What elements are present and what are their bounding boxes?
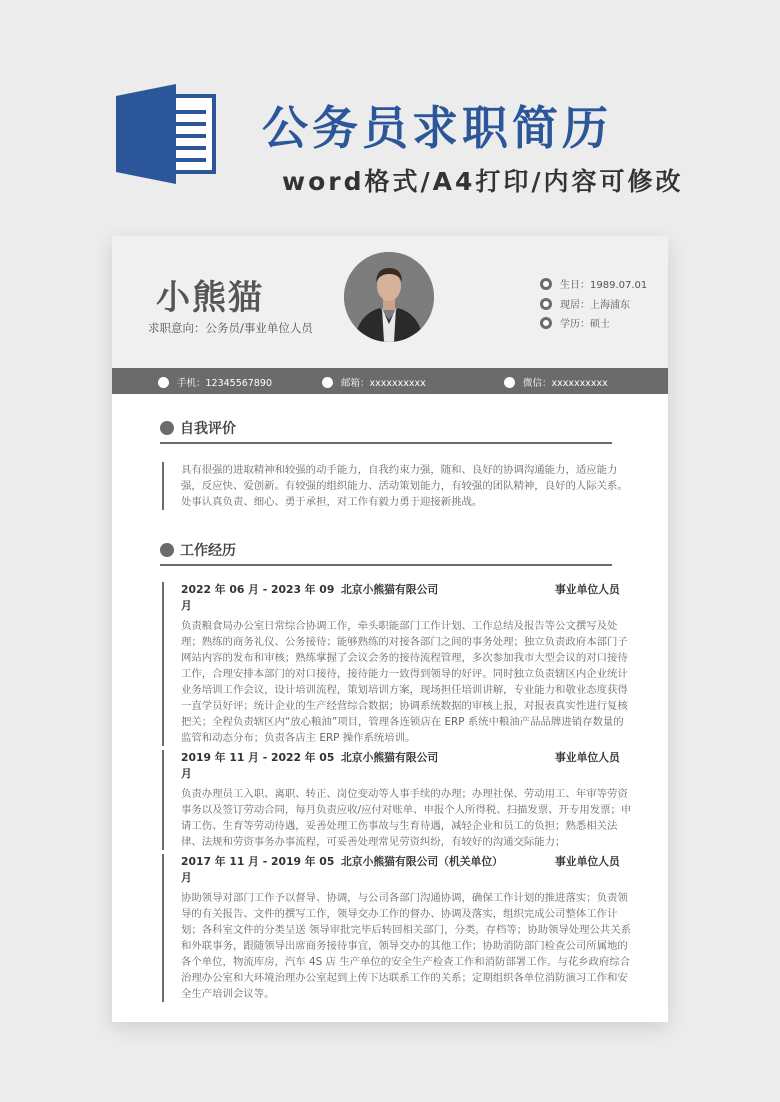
job-date: 2019 年 11 月 - 2022 年 05 月 — [181, 751, 335, 780]
job-description: 负责粮食局办公室日常综合协调工作，牵头职能部门工作计划、工作总结及报告等公文撰写及处理；熟练的商务礼仪、公务接待；能够熟练的对接各部门之间的事务处理；独立负责政府本部门子网站内容的发布和审核；熟练掌握了会议会务的接待流程管理，多次参加我市大型会议的对口接待工作，合理安排本部门的对口接待，接待能力一致得到领导的好评。同时独立负责辖区内企业统计业务培训工作会议，设计培训流程，策划培训方案，现场担任培训讲解，专业能力和敬业态度获得一直学员好评；统计企业的生产经营综合数据；协调系统数据的审核上报，对报表真实性进行复核把关；全程负责辖区内“放心粮油”项目，管理各连锁店在 ERP 系统中粮油产品品牌进销存数量的监管和动态分布；负责各店主 ERP 操作系统培训。 — [181, 620, 628, 744]
job-intent: 求职意向：公务员/事业单位人员 — [148, 321, 313, 335]
briefcase-icon — [160, 543, 174, 557]
job-entry — [162, 750, 632, 850]
self-eval-text: 具有很强的进取精神和较强的动手能力，自我约束力强，随和、良好的协调沟通能力，适应能力强，反应快、爱创新。有较强的组织能力、活动策划能力，有较强的团队精神，良好的人际关系。处事认真负责、细心、勇于承担，对工作有毅力勇于迎接新挑战。 — [181, 464, 628, 508]
job-date: 2017 年 11 月 - 2019 年 05 月 — [181, 855, 335, 884]
job-date: 2022 年 06 月 - 2023 年 09 月 — [181, 583, 335, 612]
work-title: 工作经历 — [180, 543, 236, 559]
education-info — [540, 315, 610, 330]
self-eval-block — [162, 462, 632, 510]
email-icon — [322, 377, 333, 388]
residence-info — [540, 296, 630, 311]
phone-contact — [158, 375, 272, 389]
job-company: 北京小熊猫有限公司（机关单位） — [341, 855, 503, 868]
residence-text: 现居：上海浦东 — [560, 300, 630, 311]
graduation-cap-icon — [540, 317, 552, 329]
job-header — [181, 582, 632, 614]
job-role: 事业单位人员 — [555, 583, 620, 596]
work-heading — [160, 540, 236, 560]
location-icon — [540, 298, 552, 310]
phone-icon — [158, 377, 169, 388]
birth-info — [540, 276, 647, 291]
job-role: 事业单位人员 — [555, 855, 620, 868]
job-header — [181, 854, 632, 886]
job-company: 北京小熊猫有限公司 — [341, 751, 439, 764]
word-logo-icon — [114, 82, 218, 186]
candidate-name: 小熊猫 — [156, 278, 264, 318]
job-description: 协助领导对部门工作予以督导、协调，与公司各部门沟通协调，确保工作计划的推进落实；负责领导的有关报告、文件的撰写工作，领导交办工作的督办、协调及落实，组织完成公司整体工作计划；各科室文件的分类呈送 领导审批完毕后转回相关部门，分类，存档等；协助领导处理公共关系和外联事务，跟随领导出席商务接待事宜，领导交办的其他工作；协助消防部门检查公司所属地的各个单位，物流库房，汽车 4S 店 生产单位的安全生产检查工作和消防部署工作。与花乡政府综合治理办公室和大环境治理办公室起到上传下达联系工作的关系；定期组织各单位消防演习工作和安全生产培训会议等。 — [181, 892, 632, 1000]
banner-title: 公务员求职简历 — [262, 101, 612, 155]
avatar-photo — [344, 252, 434, 342]
resume-header — [112, 236, 668, 368]
job-role: 事业单位人员 — [555, 751, 620, 764]
email-text: 邮箱：xxxxxxxxxx — [341, 378, 426, 389]
comment-icon — [160, 421, 174, 435]
phone-text: 手机：12345567890 — [177, 378, 272, 389]
birth-text: 生日：1989.07.01 — [560, 280, 648, 291]
banner — [0, 0, 780, 230]
wechat-icon — [504, 377, 515, 388]
banner-subtitle: word格式/A4打印/内容可修改 — [282, 167, 684, 196]
self-eval-title: 自我评价 — [180, 421, 236, 437]
contact-bar — [112, 368, 668, 394]
email-contact — [322, 375, 426, 389]
work-divider — [160, 564, 612, 566]
wechat-text: 微信：xxxxxxxxxx — [523, 378, 608, 389]
job-entry — [162, 582, 632, 746]
education-text: 学历：硕士 — [560, 319, 610, 330]
resume-page — [112, 236, 668, 1022]
wechat-contact — [504, 375, 608, 389]
job-description: 负责办理员工入职、离职、转正、岗位变动等人事手续的办理；办理社保、劳动用工、年审等劳资事务以及签订劳动合同，每月负责应收/应付对账单、申报个人所得税、扫描发票、开专用发票；申请工伤、生育等劳动待遇，妥善处理工伤事故与生育待遇，减轻企业和员工的负担；熟悉相关法律、法规和劳资事务办事流程，可妥善处理常见劳资纠纷，有较好的沟通交际能力； — [181, 788, 632, 848]
job-entry — [162, 854, 632, 1002]
job-company: 北京小熊猫有限公司 — [341, 583, 439, 596]
birthday-icon — [540, 278, 552, 290]
self-eval-divider — [160, 442, 612, 444]
job-header — [181, 750, 632, 782]
avatar-icon — [344, 252, 434, 342]
self-eval-heading — [160, 418, 236, 438]
